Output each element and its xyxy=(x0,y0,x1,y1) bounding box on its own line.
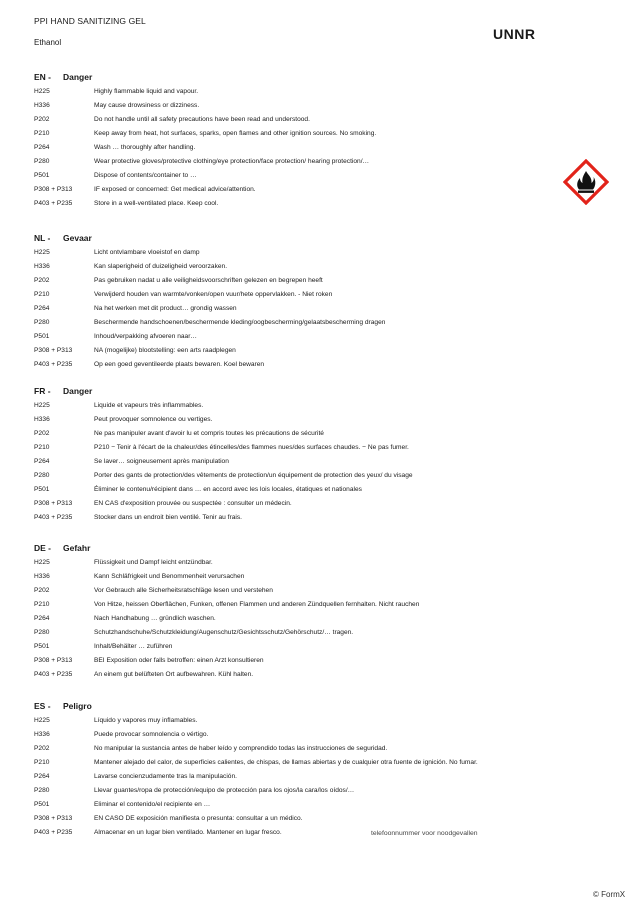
statement-text: Na het werken met dit product… grondig wassen xyxy=(94,305,237,312)
statement-code: P280 xyxy=(34,472,50,479)
statement-code: P202 xyxy=(34,116,50,123)
statement-code: P264 xyxy=(34,458,50,465)
statement-row xyxy=(34,556,614,570)
statement-row xyxy=(34,570,614,584)
statement-text: Inhalt/Behälter … zuführen xyxy=(94,643,173,650)
statement-text: Puede provocar somnolencia o vértigo. xyxy=(94,731,209,738)
statement-row xyxy=(34,728,614,742)
statement-code: P202 xyxy=(34,430,50,437)
statement-text: Éliminer le contenu/récipient dans … en accord avec les lois locales, étatiques et nationales xyxy=(94,486,362,493)
statement-row xyxy=(34,441,614,455)
statement-code: H225 xyxy=(34,249,50,256)
statement-row xyxy=(34,798,614,812)
statement-code: P308 + P313 xyxy=(34,186,73,193)
section-nl xyxy=(34,231,614,372)
statement-code: P501 xyxy=(34,333,50,340)
statement-text: BEI Exposition oder falls betroffen: einen Arzt konsultieren xyxy=(94,657,264,664)
statement-row xyxy=(34,511,614,525)
statement-row xyxy=(34,654,614,668)
statement-text: Verwijderd houden van warmte/vonken/open vuur/hete oppervlakken. - Niet roken xyxy=(94,291,333,298)
statement-text: Porter des gants de protection/des vêtements de protection/un équipement de protection des yeux/ du visage xyxy=(94,472,413,479)
statement-row xyxy=(34,584,614,598)
statement-row xyxy=(34,399,614,413)
statement-code: P210 xyxy=(34,601,50,608)
statement-text: Inhoud/verpakking afvoeren naar… xyxy=(94,333,198,340)
statement-row xyxy=(34,85,614,99)
statement-text: Store in a well-ventilated place. Keep cool. xyxy=(94,200,219,207)
statement-row xyxy=(34,826,614,840)
language-code: DE - xyxy=(34,543,51,553)
statement-row xyxy=(34,483,614,497)
statement-text: EN CASO DE exposición manifiesta o presunta: consultar a un médico. xyxy=(94,815,303,822)
statement-text: Highly flammable liquid and vapour. xyxy=(94,88,199,95)
statement-text: Beschermende handschoenen/beschermende kleding/oogbescherming/gelaatsbescherming dragen xyxy=(94,319,386,326)
statement-row xyxy=(34,497,614,511)
footer-copyright: © FormX xyxy=(593,890,626,899)
section-header xyxy=(34,231,614,245)
statement-row xyxy=(34,99,614,113)
language-code: EN - xyxy=(34,72,51,82)
statement-row xyxy=(34,455,614,469)
statement-row xyxy=(34,598,614,612)
statement-row xyxy=(34,784,614,798)
statement-code: H336 xyxy=(34,573,50,580)
statement-code: P210 xyxy=(34,444,50,451)
statement-code: P403 + P235 xyxy=(34,361,73,368)
statement-row xyxy=(34,113,614,127)
statement-code: P202 xyxy=(34,745,50,752)
statement-text: Lavarse concienzudamente tras la manipulación. xyxy=(94,773,237,780)
statement-code: P501 xyxy=(34,643,50,650)
statement-row xyxy=(34,155,614,169)
statement-row xyxy=(34,183,614,197)
statement-code: P280 xyxy=(34,158,50,165)
statement-code: P403 + P235 xyxy=(34,200,73,207)
statement-code: P403 + P235 xyxy=(34,671,73,678)
signal-word: Danger xyxy=(63,386,93,396)
statement-row xyxy=(34,288,614,302)
product-name: PPI HAND SANITIZING GEL xyxy=(34,16,146,26)
statement-row xyxy=(34,330,614,344)
statement-row xyxy=(34,812,614,826)
statement-text: Von Hitze, heissen Oberflächen, Funken, offenen Flammen und anderen Zündquellen fernhalten. Nicht rauchen xyxy=(94,601,420,608)
statement-code: P308 + P313 xyxy=(34,815,73,822)
statement-text: Se laver… soigneusement après manipulation xyxy=(94,458,229,465)
statement-code: P403 + P235 xyxy=(34,829,73,836)
statement-code: P210 xyxy=(34,130,50,137)
statement-row xyxy=(34,469,614,483)
statement-text: Mantener alejado del calor, de superficies calientes, de chispas, de llamas abiertas y de cualquier otra fuente de ignición. No fumar. xyxy=(94,759,478,766)
section-es xyxy=(34,699,614,840)
language-code: NL - xyxy=(34,233,51,243)
section-de xyxy=(34,541,614,682)
statement-code: P308 + P313 xyxy=(34,500,73,507)
statement-row xyxy=(34,358,614,372)
statement-text: Pas gebruiken nadat u alle veiligheidsvoorschriften gelezen en begrepen heeft xyxy=(94,277,323,284)
statement-row xyxy=(34,141,614,155)
statement-code: P403 + P235 xyxy=(34,514,73,521)
statement-code: P210 xyxy=(34,759,50,766)
statement-row xyxy=(34,260,614,274)
language-code: FR - xyxy=(34,386,51,396)
statement-text: Wash … thoroughly after handling. xyxy=(94,144,196,151)
statement-text: Líquido y vapores muy inflamables. xyxy=(94,717,198,724)
section-header xyxy=(34,699,614,713)
section-header xyxy=(34,70,614,84)
statement-text: Ne pas manipuler avant d'avoir lu et compris toutes les précautions de sécurité xyxy=(94,430,324,437)
statement-row xyxy=(34,668,614,682)
statement-code: H336 xyxy=(34,731,50,738)
statement-row xyxy=(34,770,614,784)
section-en xyxy=(34,70,614,211)
statement-text: Flüssigkeit und Dampf leicht entzündbar. xyxy=(94,559,213,566)
statement-text: Almacenar en un lugar bien ventilado. Mantener en lugar fresco. xyxy=(94,829,282,836)
section-fr xyxy=(34,384,614,525)
statement-text: EN CAS d'exposition prouvée ou suspectée : consulter un médecin. xyxy=(94,500,292,507)
statement-code: P264 xyxy=(34,144,50,151)
statement-code: H336 xyxy=(34,263,50,270)
statement-row xyxy=(34,274,614,288)
signal-word: Peligro xyxy=(63,701,92,711)
statement-code: P210 xyxy=(34,291,50,298)
signal-word: Gefahr xyxy=(63,543,91,553)
statement-text: Vor Gebrauch alle Sicherheitsratschläge lesen und verstehen xyxy=(94,587,273,594)
statement-code: P264 xyxy=(34,773,50,780)
statement-text: NA (mogelijke) blootstelling: een arts raadplegen xyxy=(94,347,236,354)
statement-text: Eliminar el contenido/el recipiente en … xyxy=(94,801,211,808)
statement-code: P501 xyxy=(34,801,50,808)
statement-row xyxy=(34,427,614,441)
statement-text: Llevar guantes/ropa de protección/equipo de protección para los ojos/la cara/los oídos/… xyxy=(94,787,355,794)
statement-code: P308 + P313 xyxy=(34,657,73,664)
substance-name: Ethanol xyxy=(34,38,62,47)
statement-text: Schutzhandschuhe/Schutzkleidung/Augenschutz/Gesichtsschutz/Gehörschutz/… tragen. xyxy=(94,629,354,636)
statement-text: Kan slaperigheid of duizeligheid veroorzaken. xyxy=(94,263,228,270)
statement-row xyxy=(34,714,614,728)
statement-text: Nach Handhabung … gründlich waschen. xyxy=(94,615,216,622)
statement-row xyxy=(34,127,614,141)
statement-row xyxy=(34,640,614,654)
statement-row xyxy=(34,344,614,358)
statement-code: P308 + P313 xyxy=(34,347,73,354)
statement-code: H225 xyxy=(34,559,50,566)
statement-row xyxy=(34,756,614,770)
statement-code: P280 xyxy=(34,787,50,794)
section-header xyxy=(34,384,614,398)
section-header xyxy=(34,541,614,555)
statement-text: P210 − Tenir à l'écart de la chaleur/des étincelles/des flammes nues/des surfaces chaudes. − Ne pas fumer. xyxy=(94,444,409,451)
statement-row xyxy=(34,302,614,316)
statement-code: H225 xyxy=(34,88,50,95)
brand-logo: UNNR xyxy=(493,26,536,42)
statement-text: Do not handle until all safety precautions have been read and understood. xyxy=(94,116,310,123)
statement-text: Stocker dans un endroit bien ventilé. Tenir au frais. xyxy=(94,514,242,521)
statement-text: Dispose of contents/container to … xyxy=(94,172,197,179)
statement-text: Op een goed geventileerde plaats bewaren. Koel bewaren xyxy=(94,361,265,368)
statement-text: May cause drowsiness or dizziness. xyxy=(94,102,200,109)
signal-word: Danger xyxy=(63,72,93,82)
statement-code: H225 xyxy=(34,402,50,409)
statement-code: P202 xyxy=(34,277,50,284)
signal-word: Gevaar xyxy=(63,233,92,243)
statement-code: P202 xyxy=(34,587,50,594)
statement-row xyxy=(34,742,614,756)
statement-row xyxy=(34,626,614,640)
statement-text: Kann Schläfrigkeit und Benommenheit verursachen xyxy=(94,573,245,580)
statement-text: Keep away from heat, hot surfaces, sparks, open flames and other ignition sources. No smoking. xyxy=(94,130,377,137)
statement-row xyxy=(34,246,614,260)
statement-row xyxy=(34,316,614,330)
statement-row xyxy=(34,197,614,211)
statement-row xyxy=(34,612,614,626)
statement-text: IF exposed or concerned: Get medical advice/attention. xyxy=(94,186,256,193)
statement-code: P264 xyxy=(34,615,50,622)
statement-text: No manipular la sustancia antes de haber leído y comprendido todas las instrucciones de seguridad. xyxy=(94,745,388,752)
statement-text: Licht ontvlambare vloeistof en damp xyxy=(94,249,200,256)
statement-code: P501 xyxy=(34,486,50,493)
statement-code: H336 xyxy=(34,102,50,109)
emergency-phone-note: telefoonnummer voor noodgevallen xyxy=(371,830,478,837)
statement-code: H225 xyxy=(34,717,50,724)
statement-text: Peut provoquer somnolence ou vertiges. xyxy=(94,416,213,423)
statement-text: Liquide et vapeurs très inflammables. xyxy=(94,402,204,409)
statement-row xyxy=(34,413,614,427)
statement-code: P280 xyxy=(34,629,50,636)
statement-text: Wear protective gloves/protective clothing/eye protection/face protection/ hearing protection/… xyxy=(94,158,370,165)
statement-text: An einem gut belüfteten Ort aufbewahren. Kühl halten. xyxy=(94,671,254,678)
statement-code: P501 xyxy=(34,172,50,179)
statement-code: P264 xyxy=(34,305,50,312)
statement-code: H336 xyxy=(34,416,50,423)
statement-row xyxy=(34,169,614,183)
language-code: ES - xyxy=(34,701,51,711)
statement-code: P280 xyxy=(34,319,50,326)
